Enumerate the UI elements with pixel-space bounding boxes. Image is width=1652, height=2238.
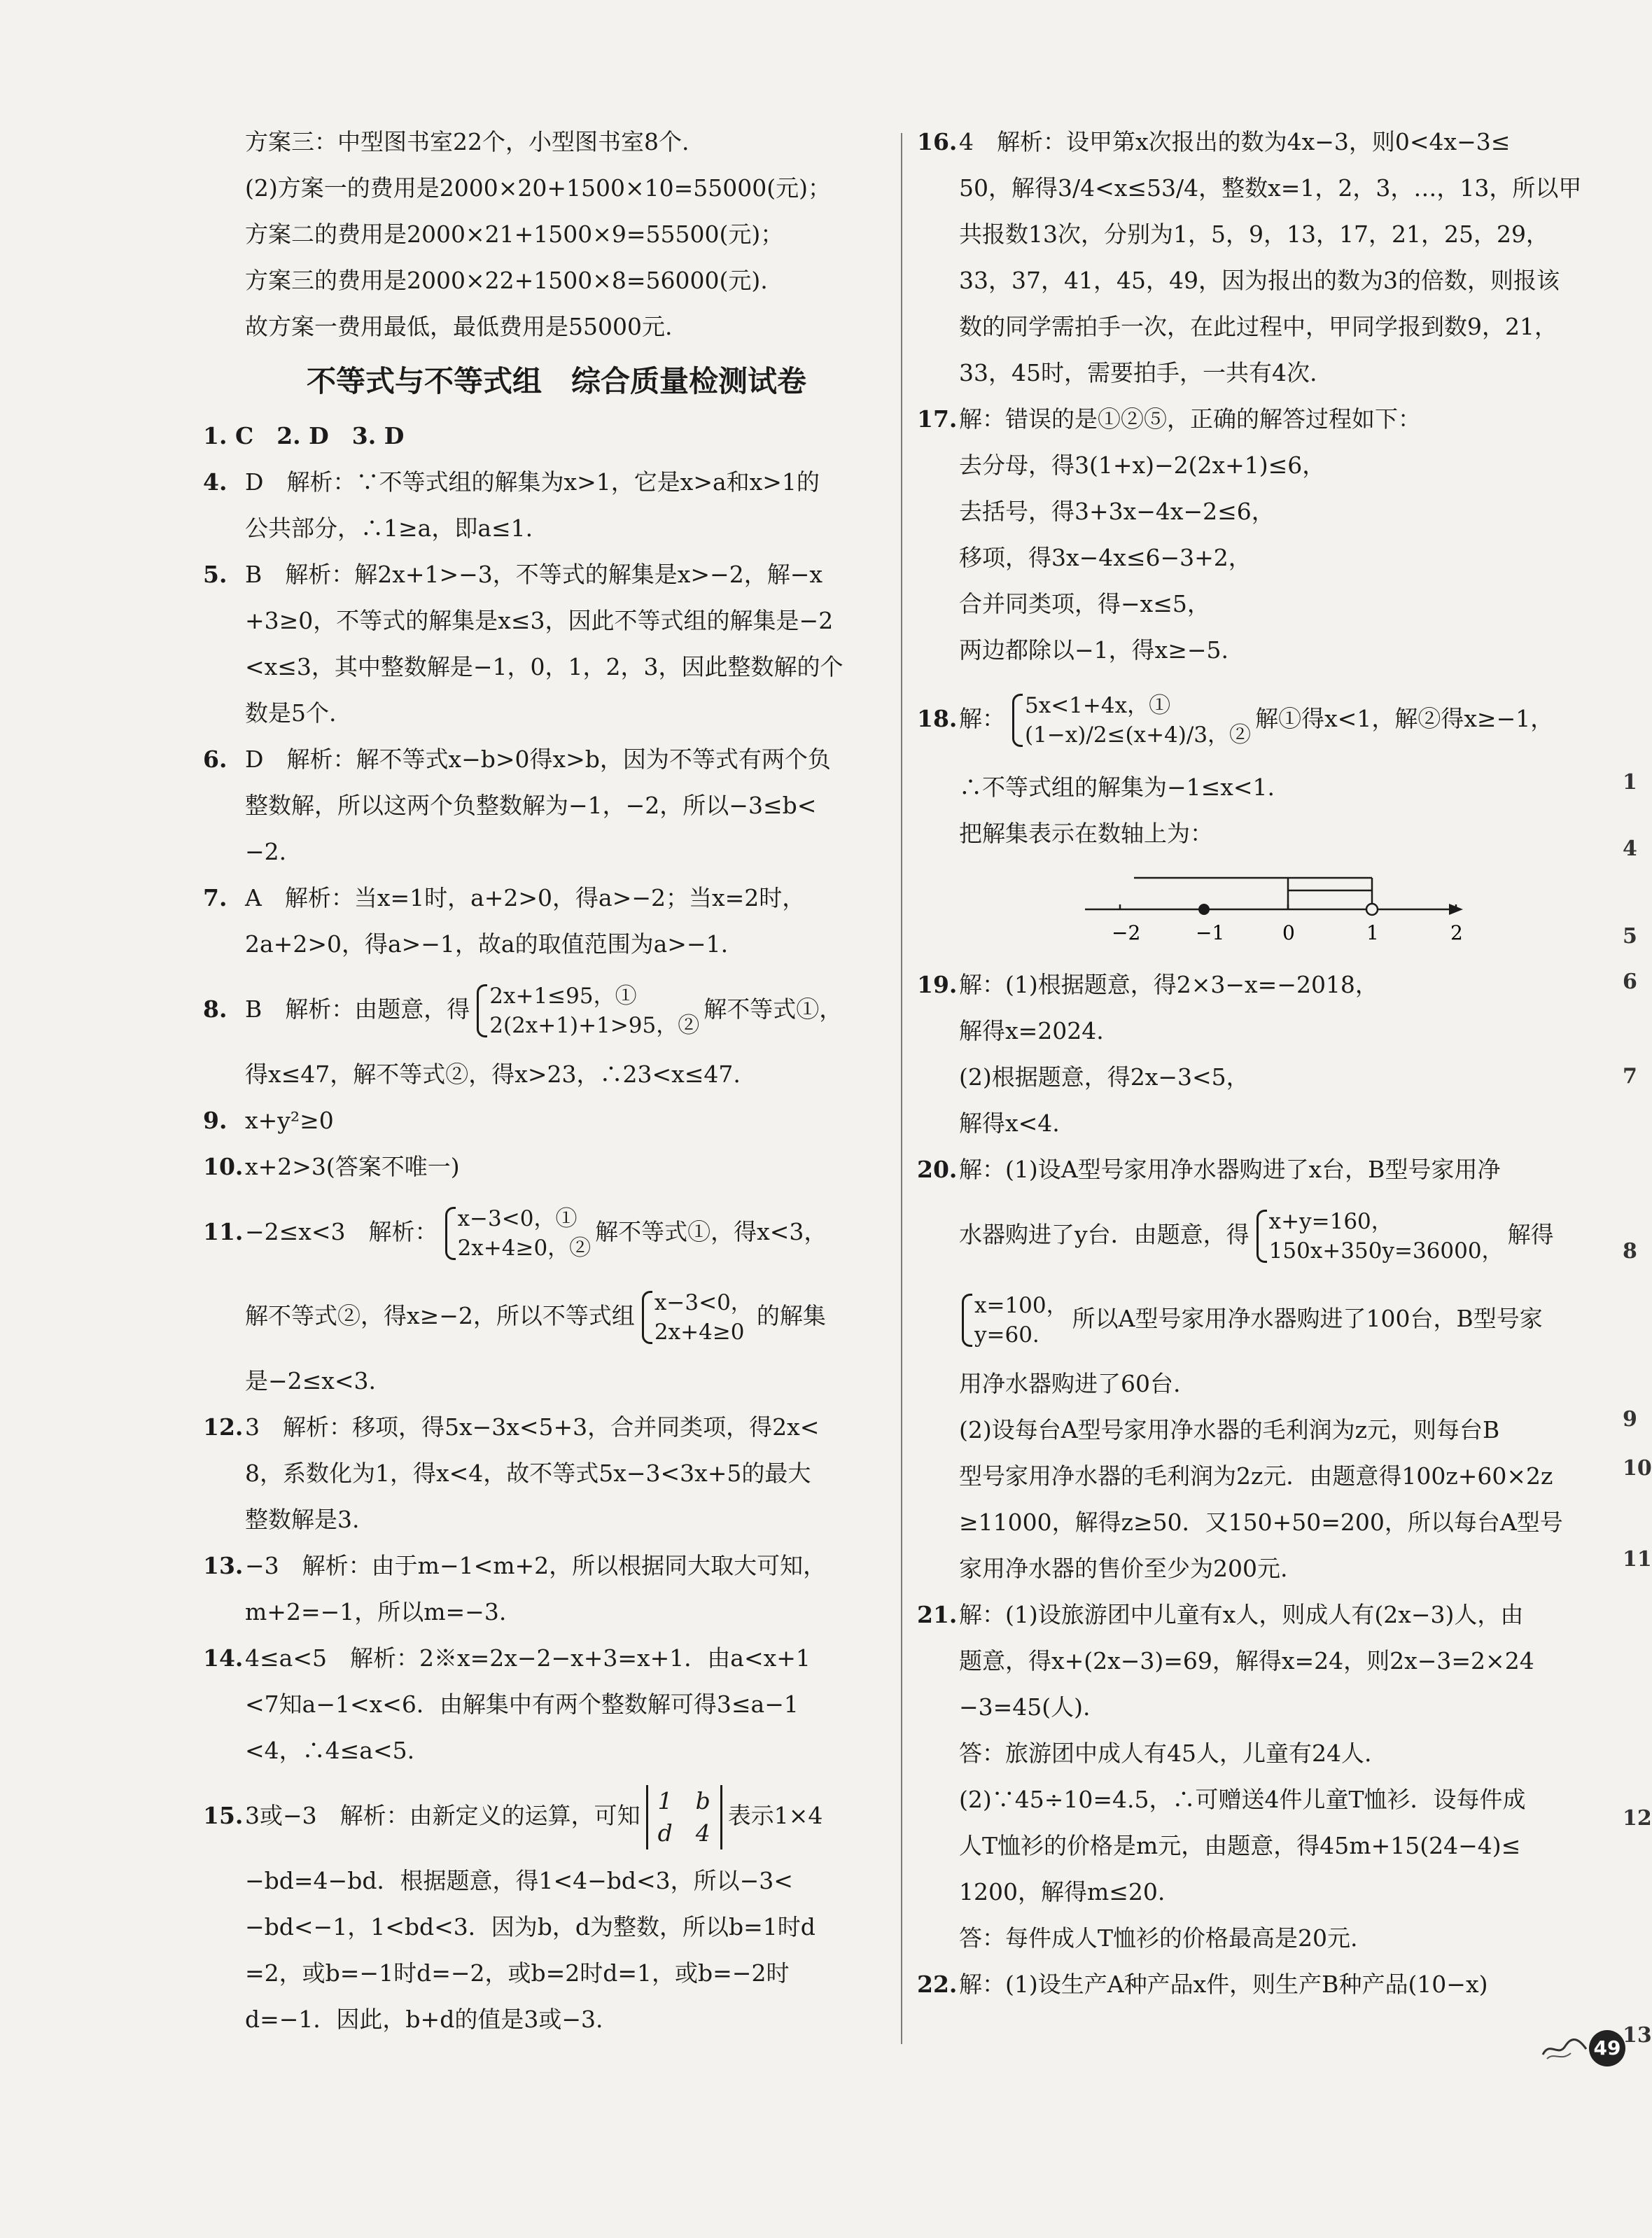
- answer-text: 的解集: [756, 1302, 826, 1329]
- question-number: 5.: [203, 561, 227, 588]
- answer-line: 33，37，41，45，49，因为报出的数为3的倍数，则报该: [959, 267, 1560, 294]
- question-number: 4.: [203, 468, 227, 496]
- question-number: 21.: [917, 1601, 958, 1628]
- answer-line: −3=45(人).: [959, 1693, 1091, 1721]
- question-number: 15.: [203, 1802, 244, 1829]
- answer-line: −3 解析：由于m−1<m+2，所以根据同大取大可知，: [245, 1552, 827, 1579]
- answer-line: =2，或b=−1时d=−2，或b=2时d=1，或b=−2时: [245, 1959, 790, 1987]
- question-12: [203, 1404, 882, 1543]
- answer-line: −2.: [245, 838, 287, 865]
- answer-line: 把解集表示在数轴上为：: [959, 820, 1213, 847]
- answer-text: 解不等式①，: [704, 995, 843, 1023]
- answer-text: 解：: [959, 705, 1005, 732]
- swirl-ornament-icon: [1540, 2034, 1589, 2062]
- answer-line: (2)设每台A型号家用净水器的毛利润为z元，则每台B: [959, 1416, 1500, 1443]
- answer-line: 用净水器购进了60台.: [959, 1370, 1181, 1397]
- tick-label: −1: [1196, 921, 1225, 944]
- question-4: [203, 459, 882, 552]
- answer-line: <4，∴4≤a<5.: [245, 1737, 415, 1764]
- system-row: 2x+4≥0: [654, 1320, 745, 1345]
- question-number: 9.: [203, 1107, 227, 1134]
- question-16: [917, 119, 1596, 396]
- question-number: 18.: [917, 705, 958, 732]
- determinant: [646, 1785, 722, 1849]
- column-divider: [901, 133, 902, 2044]
- answer-line: <x≤3，其中整数解是−1，0，1，2，3，因此整数解的个: [245, 653, 844, 680]
- answer-line: A 解析：当x=1时，a+2>0，得a>−2；当x=2时，: [245, 884, 806, 911]
- question-18: [917, 673, 1596, 962]
- system-row: 2x+4≥0，②: [457, 1236, 592, 1261]
- tick-label: 0: [1282, 921, 1295, 944]
- answer-line: 整数解，所以这两个负整数解为−1，−2，所以−3≤b<: [245, 792, 817, 819]
- intro-line: 方案二的费用是2000×21+1500×9=55500(元)；: [245, 221, 784, 248]
- answer-line: 去分母，得3(1+x)−2(2x+1)≤6，: [959, 452, 1326, 479]
- system-row: y=60.: [974, 1322, 1040, 1348]
- edge-number: 4: [1623, 837, 1637, 861]
- intro-line: 故方案一费用最低，最低费用是55000元.: [245, 313, 673, 340]
- answer-line: 共报数13次，分别为1，5，9，13，17，21，25，29，: [959, 221, 1549, 248]
- answer-line: ≥11000，解得z≥50．又150+50=200，所以每台A型号: [959, 1509, 1563, 1536]
- answer-line: (2)∵45÷10=4.5，∴可赠送4件儿童T恤衫．设每件成: [959, 1786, 1526, 1813]
- answer-text: 解得: [1507, 1221, 1554, 1248]
- answer-line: 合并同类项，得−x≤5，: [959, 590, 1210, 617]
- question-number: 16.: [917, 128, 958, 155]
- answer-line: 解：错误的是①②⑤，正确的解答过程如下：: [959, 405, 1421, 433]
- answer-text: 水器购进了y台．由题意，得: [959, 1221, 1250, 1248]
- answer-line: 答：每件成人T恤衫的价格最高是20元.: [959, 1924, 1358, 1952]
- question-5: [203, 552, 882, 736]
- question-10: [203, 1144, 882, 1190]
- answer-text: 3或−3 解析：由新定义的运算，可知: [245, 1802, 640, 1829]
- number-line-svg: [1057, 857, 1491, 962]
- inequality-system: [639, 1288, 752, 1347]
- system-row: x−3<0，①: [457, 1206, 578, 1231]
- system-row: 2(2x+1)+1>95，②: [489, 1013, 700, 1038]
- closed-point: [1198, 904, 1210, 915]
- question-number: 19.: [917, 971, 958, 998]
- answer-text: 解①得x<1，解②得x≥−1，: [1255, 705, 1554, 732]
- inequality-system: [474, 981, 699, 1040]
- answer-line: 两边都除以−1，得x≥−5.: [959, 636, 1229, 664]
- question-6: [203, 736, 882, 875]
- question-9: [203, 1098, 882, 1144]
- answer-line: 解：(1)设旅游团中儿童有x人，则成人有(2x−3)人，由: [959, 1601, 1524, 1628]
- equation-system: [1254, 1207, 1504, 1266]
- question-14: [203, 1635, 882, 1774]
- edge-number: 11: [1623, 1547, 1652, 1572]
- page-number: 49: [1589, 2030, 1625, 2066]
- question-number: 7.: [203, 884, 227, 911]
- left-column: [203, 119, 882, 2043]
- question-number: 12.: [203, 1413, 244, 1441]
- answer-line: −bd=4−bd．根据题意，得1<4−bd<3，所以−3<: [245, 1867, 793, 1894]
- tick-label: −2: [1112, 921, 1141, 944]
- question-number: 8.: [203, 995, 227, 1023]
- system-row: 150x+350y=36000，: [1268, 1238, 1504, 1264]
- question-13: [203, 1543, 882, 1635]
- answer-line: 2a+2>0，得a>−1，故a的取值范围为a>−1.: [245, 930, 729, 958]
- section-title: 不等式与不等式组 综合质量检测试卷: [306, 364, 806, 398]
- answer-line: 数的同学需拍手一次，在此过程中，甲同学报到数9，21，: [959, 313, 1558, 340]
- question-number: 20.: [917, 1156, 958, 1183]
- answer-line: 得x≤47，解不等式②，得x>23，∴23<x≤47.: [245, 1061, 741, 1088]
- answer-line: 家用净水器的售价至少为200元.: [959, 1555, 1288, 1582]
- edge-number: 9: [1623, 1407, 1637, 1432]
- question-number: 14.: [203, 1644, 244, 1672]
- answers-1-3: 1. C 2. D 3. D: [203, 422, 405, 449]
- answer-line: m+2=−1，所以m=−3.: [245, 1598, 507, 1625]
- question-number: 6.: [203, 746, 227, 773]
- question-number: 11.: [203, 1218, 244, 1245]
- answer-text: −2≤x<3 解析：: [245, 1218, 438, 1245]
- number-line-figure: [917, 857, 1596, 962]
- tick-label: 2: [1450, 921, 1463, 944]
- page-number-badge: [1540, 2027, 1631, 2069]
- answer-line: D 解析：∵不等式组的解集为x>1，它是x>a和x>1的: [245, 468, 820, 496]
- answer-text: 解不等式①，得x<3，: [595, 1218, 827, 1245]
- answer-line: 50，解得3/4<x≤53/4，整数x=1，2，3，…，13，所以甲: [959, 174, 1582, 202]
- answer-text: x+y²≥0: [245, 1107, 334, 1134]
- answer-line: B 解析：解2x+1>−3，不等式的解集是x>−2，解−x: [245, 561, 822, 588]
- system-row: 5x<1+4x，①: [1025, 693, 1171, 718]
- edge-number: 12: [1623, 1806, 1652, 1831]
- question-8: [203, 967, 882, 1098]
- system-row: x−3<0，: [654, 1290, 752, 1315]
- answer-text: 解不等式②，得x≥−2，所以不等式组: [245, 1302, 635, 1329]
- question-number: 10.: [203, 1153, 244, 1180]
- answer-line: (2)根据题意，得2x−3<5，: [959, 1063, 1250, 1091]
- edge-number: 8: [1623, 1239, 1637, 1264]
- answer-line: 整数解是3.: [245, 1506, 360, 1533]
- answer-text: 表示1×4: [727, 1802, 823, 1829]
- answer-line: 数是5个.: [245, 699, 337, 727]
- answer-line: −bd<−1，1<bd<3．因为b，d为整数，所以b=1时d: [245, 1913, 816, 1940]
- answer-line: +3≥0，不等式的解集是x≤3，因此不等式组的解集是−2: [245, 607, 834, 634]
- answer-line: 去括号，得3+3x−4x−2≤6，: [959, 498, 1275, 525]
- answer-line: 解：(1)设A型号家用净水器购进了x台，B型号家用净: [959, 1156, 1501, 1183]
- determinant-row: d 4: [657, 1819, 710, 1847]
- answer-line: <7知a−1<x<6．由解集中有两个整数解可得3≤a−1: [245, 1691, 799, 1718]
- edge-number: 6: [1623, 970, 1637, 994]
- question-19: [917, 962, 1596, 1147]
- question-20: [917, 1147, 1596, 1592]
- question-number: 17.: [917, 405, 958, 433]
- intro-line: 方案三：中型图书室22个，小型图书室8个.: [245, 128, 690, 155]
- question-11: [203, 1190, 882, 1404]
- open-point: [1366, 904, 1378, 915]
- answer-line: 答：旅游团中成人有45人，儿童有24人.: [959, 1740, 1372, 1767]
- question-number: 13.: [203, 1552, 244, 1579]
- inequality-system: [442, 1204, 592, 1263]
- question-7: [203, 875, 882, 967]
- solution-system: [959, 1291, 1068, 1350]
- answer-line: 33，45时，需要拍手，一共有4次.: [959, 359, 1317, 386]
- intro-line: (2)方案一的费用是2000×20+1500×10=55000(元)；: [245, 174, 832, 202]
- answer-text: B 解析：由题意，得: [245, 995, 470, 1023]
- answer-line: 解得x<4.: [959, 1110, 1060, 1137]
- intro-line: 方案三的费用是2000×22+1500×8=56000(元).: [245, 267, 768, 294]
- answer-line: 是−2≤x<3.: [245, 1367, 377, 1394]
- system-row: 2x+1≤95，①: [489, 984, 637, 1009]
- answer-text: 所以A型号家用净水器购进了100台，B型号家: [1072, 1305, 1543, 1332]
- answer-line: 解得x=2024.: [959, 1017, 1104, 1044]
- edge-number: 10: [1623, 1456, 1652, 1481]
- answer-line: 解：(1)根据题意，得2×3−x=−2018，: [959, 971, 1378, 998]
- edge-number: 5: [1623, 924, 1637, 949]
- answer-line: 移项，得3x−4x≤6−3+2，: [959, 544, 1252, 571]
- answer-line: 4 解析：设甲第x次报出的数为4x−3，则0<4x−3≤: [959, 128, 1511, 155]
- answer-line: d=−1．因此，b+d的值是3或−3.: [245, 2006, 603, 2033]
- question-17: [917, 396, 1596, 673]
- answer-text: x+2>3(答案不唯一): [245, 1153, 460, 1180]
- edge-number: 13: [1623, 2023, 1652, 2048]
- question-15: [203, 1774, 882, 2043]
- answer-line: 3 解析：移项，得5x−3x<5+3，合并同类项，得2x<: [245, 1413, 820, 1441]
- question-21: [917, 1592, 1596, 1961]
- answer-line: ∴不等式组的解集为−1≤x<1.: [959, 774, 1275, 801]
- answer-line: 题意，得x+(2x−3)=69，解得x=24，则2x−3=2×24: [959, 1647, 1534, 1674]
- answer-line: 人T恤衫的价格是m元，由题意，得45m+15(24−4)≤: [959, 1832, 1521, 1859]
- answer-line: 8，系数化为1，得x<4，故不等式5x−3<3x+5的最大: [245, 1460, 811, 1487]
- answer-line: 解：(1)设生产A种产品x件，则生产B种产品(10−x): [959, 1971, 1488, 1998]
- inequality-system: [1009, 691, 1251, 750]
- system-row: (1−x)/2≤(x+4)/3，②: [1025, 722, 1252, 748]
- edge-number: 7: [1623, 1064, 1637, 1089]
- answer-line: 1200，解得m≤20.: [959, 1878, 1166, 1905]
- answer-line: 型号家用净水器的毛利润为2z元．由题意得100z+60×2z: [959, 1462, 1553, 1490]
- answer-line: 4≤a<5 解析：2※x=2x−2−x+3=x+1．由a<x+1: [245, 1644, 811, 1672]
- edge-number: 1: [1623, 770, 1637, 795]
- determinant-row: 1 b: [657, 1787, 710, 1814]
- tick-label: 1: [1366, 921, 1379, 944]
- answer-line: D 解析：解不等式x−b>0得x>b，因为不等式有两个负: [245, 746, 831, 773]
- question-22: [917, 1961, 1596, 2008]
- right-column: [917, 119, 1596, 2008]
- system-row: x=100，: [974, 1293, 1068, 1318]
- system-row: x+y=160，: [1268, 1209, 1393, 1234]
- question-number: 22.: [917, 1971, 958, 1998]
- answer-line: 公共部分，∴1≥a，即a≤1.: [245, 515, 533, 542]
